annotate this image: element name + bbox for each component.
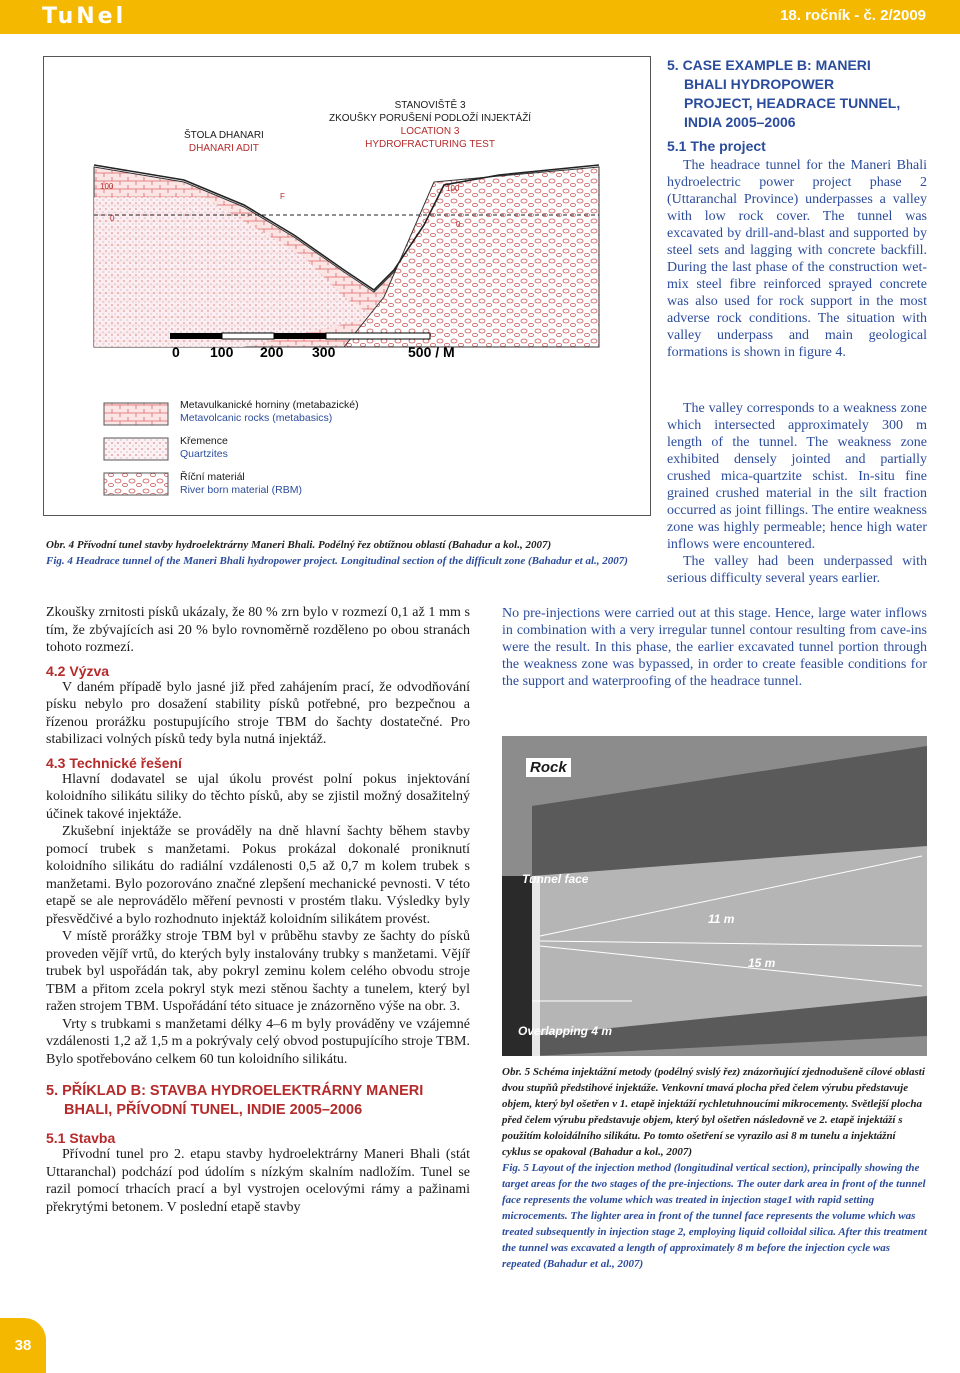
- section-5-1-heading-en: 5.1 The project: [667, 138, 766, 154]
- logo-text: TuNel: [42, 4, 127, 29]
- right-column-top: [667, 56, 927, 361]
- scale-tick: 500 / M: [408, 344, 455, 360]
- section-4-3-heading: 4.3 Technické řešení: [46, 754, 182, 771]
- right-column-middle: [667, 400, 927, 587]
- figure-5-caption: Obr. 5 Schéma injektážní metody (podélný svislý řez) znázorňující zjednodušeně cílové oblasti dvou stupňů předstihové injektáže. Venkovní tmavá plocha před čelem výrubu představuje objem, který byl ošetřen v 1. etapě injektáží rychletuhnoucími mikrocementy. Světlejší plocha před čelem výrubu představuje objem, který byl ošetřen následovně ve 2. etapě injektáží s použitím koloidálního silikátu. Po tomto ošetření se vyrazilo asi 8 m tunelu a injektážní cyklus se opakoval (Bahadur a kol., 2007) Fig. 5 Layout of the injection method (longitudinal vertical section), principally showing the target areas for the two stages of the pre-injections. The outer dark area in front of the tunnel face represents the volume which was treated in injection stage1 with rapid setting microcements. The lighter area in front of the tunnel face represents the volume which was treated subsequently in injection stage 2, employing liquid colloidal silica. After this treatment the tunnel was excavated a length of approximately 8 m before the injection cycle was repeated (Bahadur et al., 2007): [502, 1066, 927, 1270]
- legend-entry-quartzite: Křemence Quartzites: [180, 435, 228, 460]
- paragraph-weakness-zone-en: The valley corresponds to a weakness zone which intersected approximately 300 m length of the tunnel. The weakness zone exhibited densely jointed and partially crushed mica-quartzite schist. In-situ fine grained crushed material in the silt fraction occurred as joint fillings. The entire weakness zone was highly permeable; hence high water inflows were encountered.: [667, 401, 927, 552]
- section-5-heading-en: 5. CASE EXAMPLE B: MANERI BHALI HYDROPOWER PROJECT, HEADRACE TUNNEL, INDIA 2005–2006: [667, 57, 901, 130]
- paragraph-challenge-cz: V daném případě bylo jasné již před zahájením prací, že odvodňování písku nebylo pro dosažení stability písků potřebné, pro bezpečnou a řízenou prorážku postupujícího stroje TBM do šachty dostatečné. Pro stabilizaci volných písků tedy byla nutná injektáž.: [46, 679, 470, 747]
- section-4-2-heading: 4.2 Výzva: [46, 662, 110, 679]
- journal-logo: [42, 4, 126, 29]
- paragraph-solution-2: Zkušební injektáže se prováděly na dně hlavní šachty během stavby pomocí trubek s manžetami. Pokus prokázal dokonalé proniknutí koloidního silikátu do radiální vzdálenosti 0,5 až 0,7 m kolem trubek s manžetami. Bylo pozorováno značné zlepšení mechanické pevnosti. V této etapě se ale neprovádělo měření pevnosti v prostém tlaku. Výsledky byly přesvědčivé a bylo rozhodnuto injektáž koloidním silikátem provést.: [46, 824, 470, 927]
- label-dhanari-adit: ŠTOLA DHANARI DHANARI ADIT: [184, 130, 264, 154]
- section-5-1-heading-cz: 5.1 Stavba: [46, 1130, 116, 1146]
- paragraph-solution-4: Vrty s trubkami s manžetami délky 4–6 m byly prováděny ve vzájemné vzdálenosti 1,2 až 1,5 m a pokrývaly celý obvod postupujícího stroje TBM. Bylo spotřebováno celkem 60 tun koloidního silikátu.: [46, 1016, 470, 1067]
- legend-swatch-metavolcanic: [104, 403, 168, 425]
- section-5-heading-cz: 5. PŘÍKLAD B: STAVBA HYDROELEKTRÁRNY MANERI BHALI, PŘÍVODNÍ TUNEL, INDIE 2005–2006: [46, 1083, 424, 1118]
- label-11m: 11 m: [708, 912, 735, 926]
- injection-scheme-drawing: [502, 736, 927, 1056]
- scale-tick: 300: [312, 344, 336, 360]
- paragraph-solution-3: V místě prorážky stroje TBM byl v průběhu stavby ze šachty do písků proveden vějíř vrtů, do kterých byly instalovány trubky s manžetami. Vějíř trubek byl uspořádán tak, aby pokryl zeminu kolem celého obvodu stroje TBM a přitom zcela pokryl styk mezi stěnou šachty a tunelem, který byl ražen strojem TBM. Uspořádání této situace je znázorněno výše na obr. 3.: [46, 929, 470, 1014]
- label-rock: Rock: [526, 758, 571, 777]
- scale-tick: 200: [260, 344, 284, 360]
- right-column-wide: [502, 605, 927, 690]
- label-location-3: STANOVIŠTĚ 3 ZKOUŠKY PORUŠENÍ PODLOŽÍ INJEKTÁŽÍ LOCATION 3 HYDROFRACTURING TEST: [329, 100, 532, 150]
- legend-swatch-river-material: [104, 473, 168, 495]
- legend-entry-river-material: Říční materiál River born material (RBM): [180, 471, 302, 496]
- label-tunnel-face: Tunnel face: [522, 872, 589, 886]
- label-15m: 15 m: [748, 956, 776, 970]
- paragraph-solution-1: Hlavní dodavatel se ujal úkolu provést polní pokus injektování koloidního silikátu siliky do těchto písků, aby se zjistil možný dosažitelný účinek takové injektáže.: [46, 771, 470, 822]
- level-mark: 100: [446, 184, 460, 193]
- figure-5: [502, 736, 927, 1056]
- paragraph-no-preinjections-en: No pre-injections were carried out at this stage. Hence, large water inflows in combination with a very irregular tunnel contour resulting from cave-ins were the result. In this phase, the earlier excavated tunnel portion through the weakness zone was bypassed, in order to create feasible conditions for the support and waterproofing of the headrace tunnel.: [502, 606, 927, 689]
- level-mark: 0: [110, 214, 115, 223]
- page-number: 38: [0, 1318, 46, 1373]
- paragraph-grain-size-cz: Zkoušky zrnitosti písků ukázaly, že 80 % zrn bylo v rozmezí 0,1 až 1 mm s tím, že zbývajících asi 20 % bylo rovnoměrně rozděleno po obou stranách tohoto rozmezí.: [46, 605, 470, 655]
- level-mark: 100: [100, 182, 114, 191]
- legend-swatch-quartzite: [104, 438, 168, 460]
- label-overlapping: Overlapping 4 m: [518, 1024, 613, 1038]
- paragraph-project-cz: Přívodní tunel pro 2. etapu stavby hydroelektrárny Maneri Bhali (stát Uttaranchal) podchází pod údolím s nízkým skalním nadložím. Tunel se razil pomocí trhacích prací a byl vystrojen ocelovými rámy a pažinami překrytými betonem. V poslední etapě stavby: [46, 1147, 470, 1215]
- left-column: [46, 604, 470, 1216]
- issue-label: 18. ročník - č. 2/2009: [780, 7, 926, 24]
- level-mark: F: [280, 192, 285, 201]
- legend-entry-metavolcanic: Metavulkanické horniny (metabazické) Metavolcanic rocks (metabasics): [180, 399, 359, 424]
- figure-4: [43, 56, 651, 516]
- figure-4-caption: Obr. 4 Přívodní tunel stavby hydroelektrárny Maneri Bhali. Podélný řez obtížnou oblastí (Bahadur a kol., 2007) Fig. 4 Headrace tunnel of the Maneri Bhali hydropower project. Longitudinal section of the difficult zone (Bahadur et al., 2007): [46, 539, 628, 567]
- level-mark: 0: [456, 220, 461, 229]
- scale-tick: 0: [172, 344, 180, 360]
- paragraph-project-en: The headrace tunnel for the Maneri Bhali hydroelectric power project phase 2 (Uttaranchal Province) underpasses a valley with low rock cover. The tunnel was excavated by drill-and-blast and supported by steel sets and lagging with concrete backfill. During the last phase of the construction wet-mix steel fibre reinforced sprayed concrete was also used for rock support in the most adverse rock conditions. The situation with valley underpass and main geological formations is shown in figure 4.: [667, 158, 927, 360]
- paragraph-underpass-en: The valley had been underpassed with serious difficulty several years earlier.: [667, 554, 927, 586]
- scale-tick: 100: [210, 344, 234, 360]
